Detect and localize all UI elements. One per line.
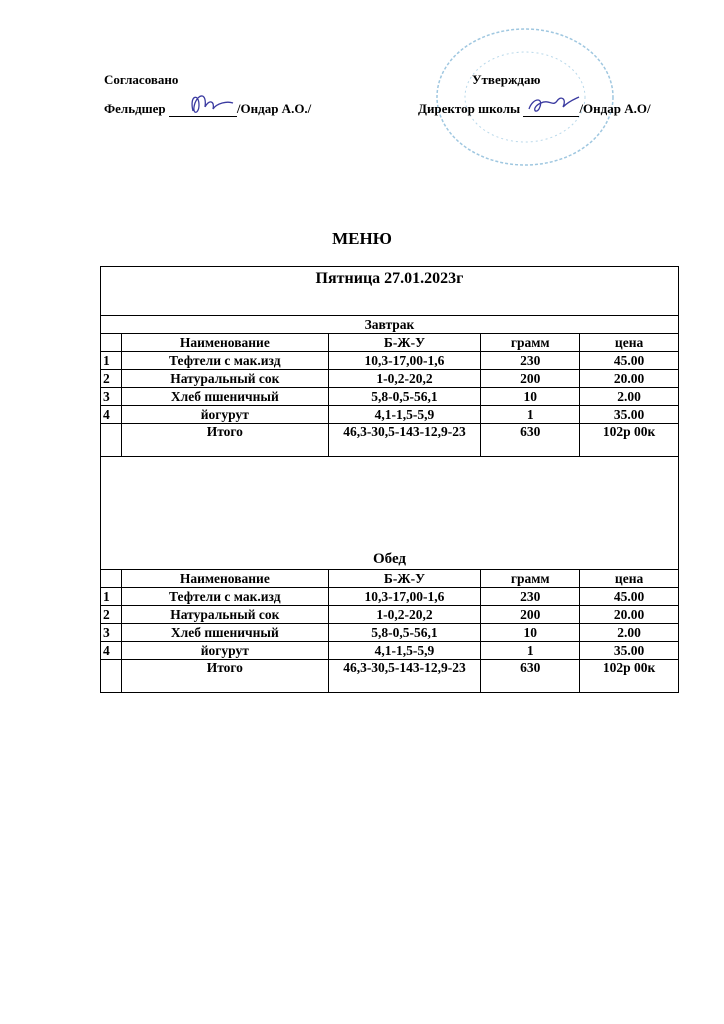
page-title: МЕНЮ xyxy=(332,229,392,248)
confirm-name: /Ондар А.О/ xyxy=(579,101,651,116)
total-bju: 46,3-30,5-143-12,9-23 xyxy=(328,424,481,457)
table-row xyxy=(101,624,679,642)
dish-gram: 200 xyxy=(481,606,580,624)
header-cell: грамм xyxy=(481,570,580,588)
confirm-title: Утверждаю xyxy=(472,72,541,87)
row-number: 2 xyxy=(101,370,122,388)
total-row xyxy=(101,660,679,693)
table-row xyxy=(101,606,679,624)
dish-price: 20.00 xyxy=(580,370,679,388)
dish-price: 45.00 xyxy=(580,588,679,606)
total-label: Итого xyxy=(121,660,328,693)
dish-gram: 230 xyxy=(481,588,580,606)
total-price: 102р 00к xyxy=(580,660,679,693)
dish-bju: 10,3-17,00-1,6 xyxy=(328,588,481,606)
dish-name: Тефтели с мак.изд xyxy=(121,588,328,606)
dish-name: Натуральный сок xyxy=(121,370,328,388)
dish-name: Хлеб пшеничный xyxy=(121,624,328,642)
header-cell: Б-Ж-У xyxy=(328,570,481,588)
signature-line xyxy=(523,103,579,117)
confirm-line xyxy=(418,101,651,117)
dish-gram: 10 xyxy=(481,388,580,406)
row-number: 4 xyxy=(101,642,122,660)
dish-price: 45.00 xyxy=(580,352,679,370)
row-number: 3 xyxy=(101,388,122,406)
header-cell xyxy=(101,334,122,352)
dish-price: 20.00 xyxy=(580,606,679,624)
column-headers xyxy=(101,570,679,588)
section-row xyxy=(101,457,679,570)
header-cell: цена xyxy=(580,570,679,588)
row-number: 1 xyxy=(101,588,122,606)
dish-name: Тефтели с мак.изд xyxy=(121,352,328,370)
dish-gram: 10 xyxy=(481,624,580,642)
header-cell: Б-Ж-У xyxy=(328,334,481,352)
table-row xyxy=(101,588,679,606)
total-blank xyxy=(101,660,122,693)
total-gram: 630 xyxy=(481,424,580,457)
table-row xyxy=(101,642,679,660)
approval-role: Фельдшер xyxy=(104,101,166,116)
row-number: 3 xyxy=(101,624,122,642)
row-number: 2 xyxy=(101,606,122,624)
signature-line xyxy=(169,103,237,117)
dish-gram: 1 xyxy=(481,406,580,424)
dish-price: 2.00 xyxy=(580,624,679,642)
day-label: Пятница 27.01.2023г xyxy=(101,267,679,316)
dish-bju: 10,3-17,00-1,6 xyxy=(328,352,481,370)
approval-line xyxy=(104,101,311,117)
dish-name: Хлеб пшеничный xyxy=(121,388,328,406)
header-cell xyxy=(101,570,122,588)
signature-mark xyxy=(523,89,583,119)
approval-title: Согласовано xyxy=(104,72,179,87)
header-cell: цена xyxy=(580,334,679,352)
dish-price: 35.00 xyxy=(580,642,679,660)
dish-bju: 1-0,2-20,2 xyxy=(328,606,481,624)
row-number: 4 xyxy=(101,406,122,424)
header-cell: Наименование xyxy=(121,334,328,352)
approval-name: /Ондар А.О./ xyxy=(236,101,312,116)
header-cell: Наименование xyxy=(121,570,328,588)
column-headers xyxy=(101,334,679,352)
section-row xyxy=(101,316,679,334)
dish-name: Натуральный сок xyxy=(121,606,328,624)
dish-bju: 4,1-1,5-5,9 xyxy=(328,406,481,424)
dish-name: йогурут xyxy=(121,406,328,424)
table-row xyxy=(101,352,679,370)
signature-mark xyxy=(169,89,239,119)
total-price: 102р 00к xyxy=(580,424,679,457)
section-breakfast: Завтрак xyxy=(101,316,679,334)
dish-price: 2.00 xyxy=(580,388,679,406)
dish-price: 35.00 xyxy=(580,406,679,424)
confirm-role: Директор школы xyxy=(418,101,521,116)
day-row xyxy=(101,267,679,316)
total-blank xyxy=(101,424,122,457)
menu-table xyxy=(100,266,679,693)
table-row xyxy=(101,388,679,406)
dish-gram: 230 xyxy=(481,352,580,370)
total-row xyxy=(101,424,679,457)
dish-bju: 4,1-1,5-5,9 xyxy=(328,642,481,660)
table-row xyxy=(101,406,679,424)
row-number: 1 xyxy=(101,352,122,370)
table-row xyxy=(101,370,679,388)
total-label: Итого xyxy=(121,424,328,457)
header-cell: грамм xyxy=(481,334,580,352)
dish-gram: 200 xyxy=(481,370,580,388)
dish-bju: 1-0,2-20,2 xyxy=(328,370,481,388)
dish-name: йогурут xyxy=(121,642,328,660)
total-bju: 46,3-30,5-143-12,9-23 xyxy=(328,660,481,693)
dish-bju: 5,8-0,5-56,1 xyxy=(328,624,481,642)
section-lunch: Обед xyxy=(101,457,679,570)
dish-gram: 1 xyxy=(481,642,580,660)
dish-bju: 5,8-0,5-56,1 xyxy=(328,388,481,406)
total-gram: 630 xyxy=(481,660,580,693)
